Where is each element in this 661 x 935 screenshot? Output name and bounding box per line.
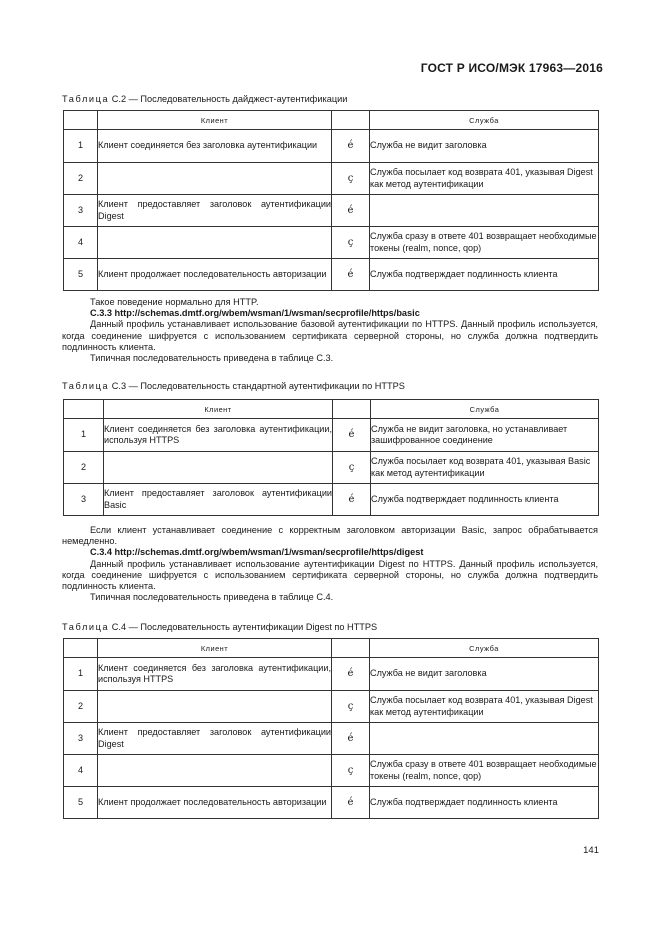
table-row [64, 163, 599, 195]
table-c3 [63, 399, 599, 516]
arrow-to-service-icon: é [333, 484, 371, 516]
header-service: Служба [370, 111, 599, 130]
row-number: 2 [64, 452, 104, 484]
row-number: 4 [64, 755, 98, 787]
table-c4-caption-text: С.4 — Последовательность аутентификации Digest по HTTPS [111, 622, 378, 632]
header-num [64, 111, 98, 130]
table-row [64, 259, 599, 291]
client-cell [104, 452, 333, 484]
header-service: Служба [371, 400, 599, 419]
table-row [64, 484, 599, 516]
table-c4 [63, 638, 599, 819]
row-number: 2 [64, 691, 98, 723]
row-number: 5 [64, 787, 98, 819]
service-cell: Служба сразу в ответе 401 возвращает необходимые токены (realm, nonce, qop) [370, 227, 599, 259]
table-c3-label: Таблица [62, 381, 110, 391]
service-cell: Служба подтверждает подлинность клиента [370, 259, 599, 291]
paragraph: Такое поведение нормально для HTTP. [90, 297, 259, 307]
table-row [64, 755, 599, 787]
arrow-to-service-icon: é [332, 195, 370, 227]
client-cell [98, 755, 332, 787]
client-cell: Клиент соединяется без заголовка аутентификации [98, 130, 332, 163]
client-cell: Клиент соединяется без заголовка аутентификации, используя HTTPS [98, 658, 332, 691]
client-cell: Клиент продолжает последовательность авторизации [98, 787, 332, 819]
service-cell: Служба подтверждает подлинность клиента [371, 484, 599, 516]
header-arrow [332, 639, 370, 658]
row-number: 5 [64, 259, 98, 291]
table-c2-caption [62, 94, 347, 104]
paragraph: Типичная последовательность приведена в таблице С.4. [90, 592, 334, 603]
table-row [64, 419, 599, 452]
arrow-to-client-icon: ç [332, 227, 370, 259]
document-header-title: ГОСТ Р ИСО/МЭК 17963—2016 [420, 61, 603, 75]
header-arrow [332, 111, 370, 130]
header-client: Клиент [98, 639, 332, 658]
service-cell [370, 195, 599, 227]
client-cell: Клиент предоставляет заголовок аутентификации Basic [104, 484, 333, 516]
client-cell [98, 163, 332, 195]
table-row [64, 195, 599, 227]
paragraph: Данный профиль устанавливает использование базовой аутентификации по HTTPS. Данный профиль используется, когда соединение шифруется с использованием сертификата серверной стороны, но служба должна подтвердить подлинность клиента. [62, 319, 598, 352]
table-row [64, 130, 599, 163]
table-header-row [64, 639, 599, 658]
client-cell [98, 227, 332, 259]
service-cell [370, 723, 599, 755]
arrow-to-client-icon: ç [332, 755, 370, 787]
arrow-to-client-icon: ç [332, 163, 370, 195]
arrow-to-service-icon: é [332, 259, 370, 291]
table-c3-caption-text: С.3 — Последовательность стандартной аутентификации по HTTPS [111, 381, 405, 391]
table-c4-caption [62, 622, 377, 632]
table-c4-label: Таблица [62, 622, 110, 632]
paragraph: Если клиент устанавливает соединение с корректным заголовком авторизации Basic, запрос обрабатывается немедленно. [62, 525, 598, 547]
arrow-to-client-icon: ç [333, 452, 371, 484]
arrow-to-service-icon: é [332, 787, 370, 819]
arrow-to-service-icon: é [332, 723, 370, 755]
text-block-after-c3 [62, 525, 598, 603]
client-cell [98, 691, 332, 723]
header-num [64, 400, 104, 419]
client-cell: Клиент предоставляет заголовок аутентификации Digest [98, 723, 332, 755]
section-heading-c34: С.3.4 http://schemas.dmtf.org/wbem/wsman/1/wsman/secprofile/https/digest [90, 547, 424, 558]
client-cell: Клиент соединяется без заголовка аутентификации, используя HTTPS [104, 419, 333, 452]
service-cell: Служба сразу в ответе 401 возвращает необходимые токены (realm, nonce, qop) [370, 755, 599, 787]
arrow-to-service-icon: é [332, 658, 370, 691]
table-row [64, 787, 599, 819]
text-block-after-c2 [62, 297, 598, 364]
service-cell: Служба посылает код возврата 401, указывая Digest как метод аутентификации [370, 163, 599, 195]
section-heading-c33: С.3.3 http://schemas.dmtf.org/wbem/wsman/1/wsman/secprofile/https/basic [90, 308, 420, 319]
service-cell: Служба посылает код возврата 401, указывая Digest как метод аутентификации [370, 691, 599, 723]
service-cell: Служба не видит заголовка [370, 130, 599, 163]
table-row [64, 691, 599, 723]
table-row [64, 723, 599, 755]
client-cell: Клиент продолжает последовательность авторизации [98, 259, 332, 291]
service-cell: Служба не видит заголовка, но устанавливает зашифрованное соединение [371, 419, 599, 452]
table-row [64, 658, 599, 691]
service-cell: Служба посылает код возврата 401, указывая Basic как метод аутентификации [371, 452, 599, 484]
row-number: 4 [64, 227, 98, 259]
arrow-to-service-icon: é [332, 130, 370, 163]
header-num [64, 639, 98, 658]
table-row [64, 227, 599, 259]
table-c2-label: Таблица [62, 94, 110, 104]
table-c2-caption-text: С.2 — Последовательность дайджест-аутентификации [111, 94, 348, 104]
row-number: 2 [64, 163, 98, 195]
table-c2 [63, 110, 599, 291]
row-number: 3 [64, 195, 98, 227]
page-number: 141 [583, 845, 599, 856]
client-cell: Клиент предоставляет заголовок аутентификации Digest [98, 195, 332, 227]
row-number: 3 [64, 723, 98, 755]
arrow-to-service-icon: é [333, 419, 371, 452]
row-number: 1 [64, 130, 98, 163]
paragraph: Данный профиль устанавливает использование аутентификации Digest по HTTPS. Данный профиль используется, когда соединение шифруется с использованием сертификата серверной стороны, но служба должна подтвердить подлинность клиента. [62, 558, 598, 592]
service-cell: Служба не видит заголовка [370, 658, 599, 691]
table-row [64, 452, 599, 484]
paragraph: Типичная последовательность приведена в таблице С.3. [90, 353, 334, 364]
header-service: Служба [370, 639, 599, 658]
table-header-row [64, 111, 599, 130]
header-client: Клиент [98, 111, 332, 130]
arrow-to-client-icon: ç [332, 691, 370, 723]
row-number: 1 [64, 419, 104, 452]
table-header-row [64, 400, 599, 419]
service-cell: Служба подтверждает подлинность клиента [370, 787, 599, 819]
table-c3-caption [62, 381, 405, 391]
header-arrow [333, 400, 371, 419]
row-number: 1 [64, 658, 98, 691]
header-client: Клиент [104, 400, 333, 419]
row-number: 3 [64, 484, 104, 516]
